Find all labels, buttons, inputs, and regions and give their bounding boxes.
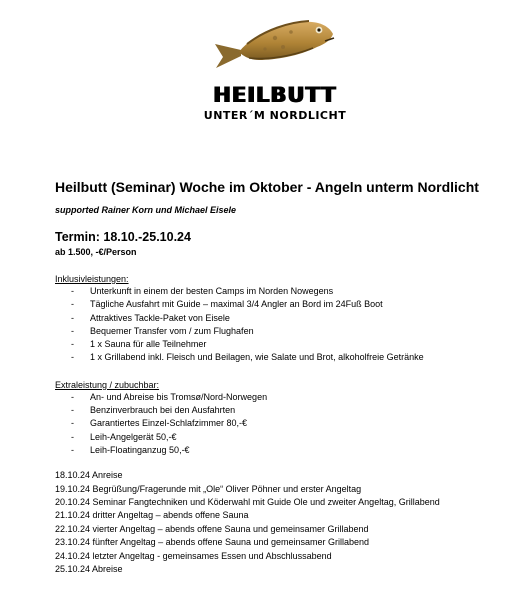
schedule-line: 18.10.24 Anreise — [55, 470, 123, 481]
dash-bullet: - — [71, 339, 74, 350]
dash-bullet: - — [71, 325, 74, 336]
list-item: - 1 x Sauna für alle Teilnehmer — [55, 338, 510, 351]
dash-bullet: - — [71, 312, 74, 323]
document-title: Heilbutt (Seminar) Woche im Oktober - Angeln unterm Nordlicht — [55, 179, 479, 195]
termin-date: Termin: 18.10.-25.10.24 — [55, 230, 191, 244]
extra-heading: Extraleistung / zubuchbar: — [55, 379, 160, 390]
list-item: - Benzinverbrauch bei den Ausfahrten — [55, 404, 510, 417]
list-item: - Garantiertes Einzel-Schlafzimmer 80,-€ — [55, 417, 510, 430]
dash-bullet: - — [71, 405, 74, 416]
schedule — [55, 469, 510, 576]
document-body — [55, 178, 510, 577]
schedule-line: 24.10.24 letzter Angeltag - gemeinsames Essen und Abschlussabend — [55, 550, 332, 561]
logo — [195, 14, 355, 123]
document-subtitle: supported Rainer Korn und Michael Eisele — [55, 205, 237, 215]
list-item: - Unterkunft in einem der besten Camps im Norden Nowegens — [55, 285, 510, 298]
list-item: - Leih-Angelgerät 50,-€ — [55, 431, 510, 444]
dash-bullet: - — [71, 286, 74, 296]
inklusiv-list — [55, 285, 510, 365]
schedule-line: 20.10.24 Seminar Fangtechniken und Köderwahl mit Guide Ole und zweiter Angeltag, Grillabend — [55, 497, 440, 508]
logo-title: HEILBUTT — [213, 83, 337, 107]
list-item: - Attraktives Tackle-Paket von Eisele — [55, 312, 510, 325]
schedule-line: 21.10.24 dritter Angeltag – abends offene Sauna — [55, 510, 249, 521]
halibut-fish-image — [213, 14, 337, 78]
list-item: - Leih-Floatinganzug 50,-€ — [55, 444, 510, 457]
dash-bullet: - — [71, 352, 74, 363]
dash-bullet: - — [71, 431, 74, 442]
list-item: - Tägliche Ausfahrt mit Guide – maximal 3/4 Angler an Bord im 24Fuß Boot — [55, 298, 510, 311]
schedule-line: 19.10.24 Begrüßung/Fragerunde mit „Ole“ Oliver Pöhner und erster Angeltag — [55, 483, 362, 494]
extra-list — [55, 391, 510, 457]
price: ab 1.500, -€/Person — [55, 247, 137, 257]
logo-subtitle: UNTER´M NORDLICHT — [203, 109, 347, 122]
schedule-line: 23.10.24 fünfter Angeltag – abends offene Sauna und gemeinsamer Grillabend — [55, 537, 370, 548]
list-item: - 1 x Grillabend inkl. Fleisch und Beilagen, wie Salate und Brot, alkoholfreie Getränke — [55, 351, 510, 364]
list-item: - Bequemer Transfer vom / zum Flughafen — [55, 325, 510, 338]
inklusiv-heading: Inklusivleistungen: — [55, 274, 129, 284]
schedule-line: 25.10.24 Abreise — [55, 564, 123, 575]
schedule-line: 22.10.24 vierter Angeltag – abends offene Sauna und gemeinsamer Grillabend — [55, 523, 369, 534]
dash-bullet: - — [71, 418, 74, 429]
list-item: - An- und Abreise bis Tromsø/Nord-Norwegen — [55, 391, 510, 404]
dash-bullet: - — [71, 391, 74, 402]
dash-bullet: - — [71, 299, 74, 310]
dash-bullet: - — [71, 444, 74, 455]
